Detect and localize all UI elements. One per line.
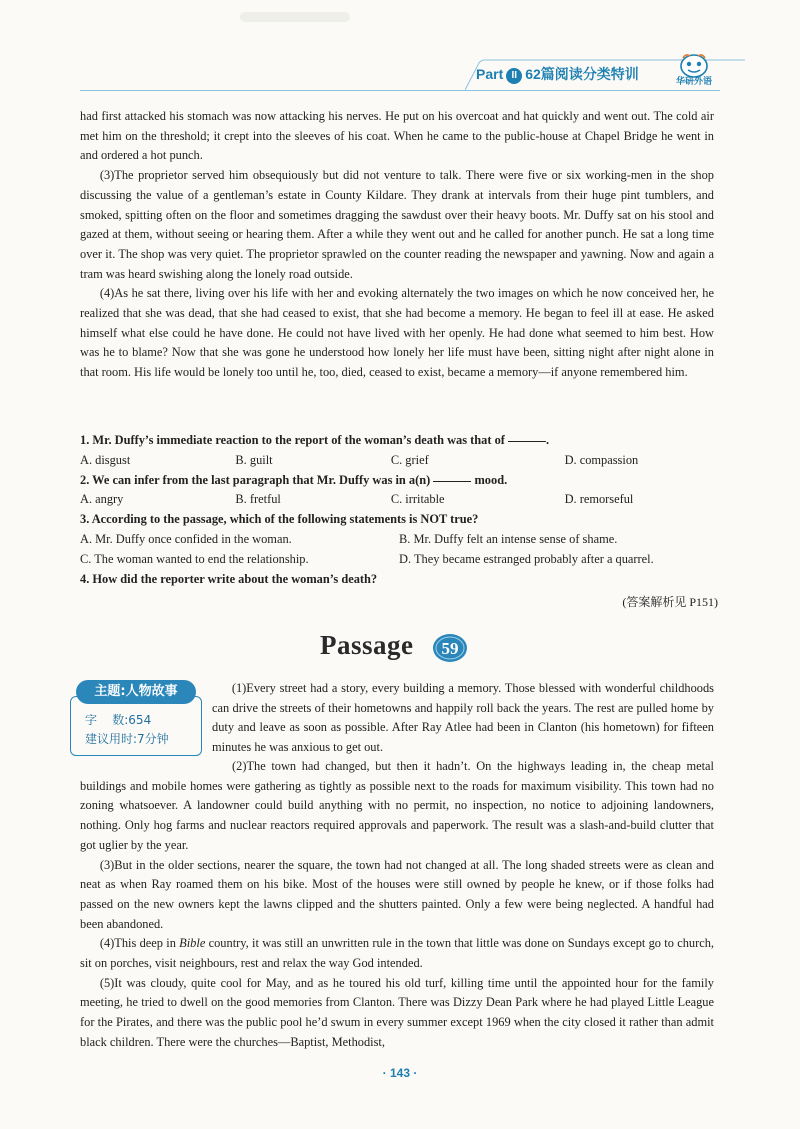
option: B. Mr. Duffy felt an intense sense of shame. — [399, 531, 618, 546]
part-label: Part — [476, 66, 504, 82]
option: A. disgust — [80, 452, 131, 467]
passage-heading — [320, 630, 459, 670]
option: C. irritable — [390, 492, 445, 507]
paragraph: (4)This deep in Bible country, it was still an unwritten rule in the town that little was done on Sundays except go to church, sit on porches, visit neighbours, rest and relax the way God intended. — [80, 936, 715, 971]
option: D. remorseful — [564, 492, 634, 507]
question-stem: 1. Mr. Duffy’s immediate reaction to the report of the woman’s death was that of — [80, 433, 505, 447]
question-3-options-row1 — [80, 530, 720, 550]
page-number: · 143 · — [382, 1066, 418, 1080]
section-title — [476, 64, 639, 84]
paragraph: (2)The town had changed, but then it hadn’t. On the highways leading in, the cheap metal buildings and mobile homes were gathering as tightly as possible next to the roads for maximum visibility. This town had no zoning whatsoever. A landowner could build anything with no permit, no inspection, no notice to adjoining landowners, nothing. Only hog farms and nuclear reactors required approvals and paperwork. The result was a slash-and-build clutter that got uglier by the year. — [80, 759, 714, 852]
option: D. compassion — [564, 452, 639, 467]
header-rule — [80, 90, 720, 91]
passage59-intro — [212, 679, 714, 758]
passage59-text — [80, 757, 714, 1053]
question-2 — [80, 471, 720, 491]
option: A. Mr. Duffy once confided in the woman. — [80, 531, 292, 546]
option: B. fretful — [235, 492, 281, 507]
paragraph: (1)Every street had a story, every building a memory. Those blessed with wonderful childhoods can drive the streets of their hometowns and happily roll back the years. The rest are pulled home by duty and leave as soon as possible. After Ray Atlee had been in Clanton (his hometown) for fifteen minutes he was anxious to get out. — [212, 681, 714, 755]
question-3-options-row2 — [80, 550, 720, 570]
topic-info-body — [70, 696, 202, 756]
passage-number: 59 — [441, 639, 459, 658]
part-number-badge: II — [506, 68, 522, 84]
question-1-options — [80, 451, 720, 471]
paragraph-wrap — [80, 757, 714, 856]
question-1 — [80, 431, 720, 451]
question-stem-end: mood. — [474, 472, 508, 487]
publisher-logo — [668, 52, 720, 92]
answer-blank — [433, 481, 471, 482]
option: D. They became estranged probably after a quarrel. — [399, 551, 654, 566]
word-count: 字 数:654 — [85, 713, 152, 727]
answer-reference: (答案解析见 P151) — [622, 595, 718, 609]
topic-title: 主题:人物故事 — [76, 680, 196, 704]
paragraph: had first attacked his stomach was now attacking his nerves. He put on his overcoat and hat quickly and went out. The cold air met him on the threshold; it crept into the sleeves of his coat. When he came to the public-house at Chapel Bridge he went in and ordered a hot punch. — [80, 109, 714, 163]
option: C. grief — [390, 452, 429, 467]
question-2-options — [80, 490, 720, 510]
option: A. angry — [80, 492, 124, 507]
option: B. guilt — [235, 452, 273, 467]
passage58-text — [80, 107, 714, 383]
paragraph: (3)But in the older sections, nearer the square, the town had not changed at all. The long shaded streets were as clean and neat as when Ray roamed them on his bike. Most of the houses were still owned by people he knew, or if those folks had passed on the new owners kept the lawns clipped and the shutters painted. Only a few were being neglected. A handful had been abandoned. — [80, 857, 714, 931]
paragraph: (3)The proprietor served him obsequiously but did not venture to talk. There were five or six working-men in the shop discussing the value of a gentleman’s estate in County Kildare. They drank at intervals from their huge pint tumblers, and smoked, spitting often on the floor and sometimes dragging the sawdust over their heavy boots. Mr. Duffy sat on his stool and gazed at them, without seeing or hearing them. After a while they went out and he called for another punch. He sat a long time over it. The shop was very quiet. The proprietor sprawled on the counter reading the newspaper and yawning. Now and again a tram was heard swishing along the lonely road outside. — [80, 168, 714, 281]
answer-blank — [508, 441, 546, 442]
suggested-time: 建议用时:7分钟 — [85, 732, 169, 746]
logo-text: 华研外语 — [675, 76, 712, 86]
paragraph: (4)As he sat there, living over his life with her and evoking alternately the two images on which he now conceived her, he realized that she was dead, that she had ceased to exist, that she had become a memory. He began to feel ill at ease. He asked himself what else could he have done. He could not have lived with her openly. He had done what seemed to him best. How was he to blame? Now that she was gone he understood how lonely her life must have been, sitting night after night alone in that room. His life would be lonely too until he, too, died, ceased to exist, became a memory—if anyone remembered him. — [80, 286, 714, 380]
option: C. The woman wanted to end the relationship. — [80, 551, 309, 566]
paragraph: (5)It was cloudy, quite cool for May, and as he toured his old turf, killing time until the appointed hour for the family meeting, he tried to dwell on the good memories from Clanton. There was Dizzy Dean Park where he had played Little League for the Pirates, and there was the public pool he’d swum in every summer except 1969 when the city closed it rather than admit black children. There were the churches—Baptist, Methodist, — [80, 975, 714, 1049]
question-4: 4. How did the reporter write about the woman’s death? — [80, 571, 378, 586]
italic-word: Bible — [179, 936, 206, 951]
question-3: 3. According to the passage, which of the following statements is NOT true? — [80, 512, 479, 527]
passage-number-badge-icon — [432, 633, 468, 663]
question-list — [80, 431, 720, 589]
page-header — [0, 0, 800, 100]
topic-info-box — [62, 680, 210, 764]
question-stem: 2. We can infer from the last paragraph that Mr. Duffy was in a(n) — [80, 472, 431, 487]
section-title-text: 62篇阅读分类特训 — [525, 66, 639, 82]
question-stem-end: . — [546, 433, 550, 447]
passage-heading-word: Passage — [320, 630, 414, 660]
